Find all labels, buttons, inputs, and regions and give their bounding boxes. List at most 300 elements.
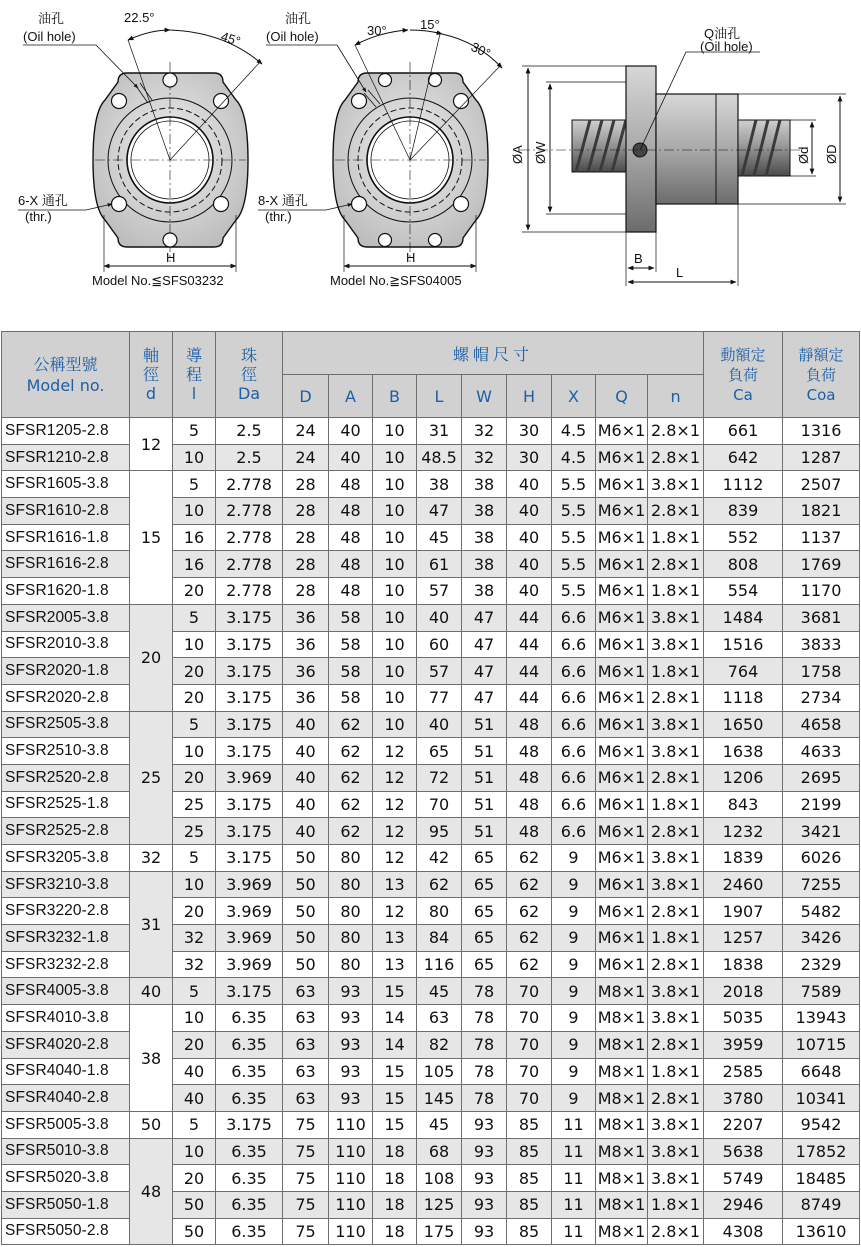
value-cell: M6×1 — [596, 498, 648, 525]
value-cell: 65 — [417, 738, 462, 765]
value-cell: 9 — [552, 1005, 596, 1032]
value-cell: 10 — [373, 684, 417, 711]
value-cell: 3.8×1 — [648, 604, 704, 631]
value-cell: 5.5 — [552, 524, 596, 551]
value-cell: 5 — [173, 978, 216, 1005]
value-cell: 15 — [373, 1111, 417, 1138]
model-cell: SFSR5005-3.8 — [2, 1111, 130, 1138]
shaft-diameter-cell: 25 — [130, 711, 173, 844]
drawing-svg — [0, 0, 861, 300]
value-cell: 3.8×1 — [648, 1165, 704, 1192]
header-model — [2, 332, 130, 418]
value-cell: 42 — [417, 845, 462, 872]
model-cell: SFSR2505-3.8 — [2, 711, 130, 738]
value-cell: 20 — [173, 1031, 216, 1058]
value-cell: 51 — [462, 764, 507, 791]
value-cell: 5 — [173, 711, 216, 738]
value-cell: 14 — [373, 1031, 417, 1058]
model-cell: SFSR5010-3.8 — [2, 1138, 130, 1165]
value-cell: 17852 — [783, 1138, 860, 1165]
model-cell: SFSR2525-2.8 — [2, 818, 130, 845]
value-cell: M8×1 — [596, 1005, 648, 1032]
table-row — [2, 1111, 860, 1138]
value-cell: 50 — [283, 871, 329, 898]
value-cell: M6×1 — [596, 791, 648, 818]
value-cell: 51 — [462, 711, 507, 738]
value-cell: 3.175 — [216, 604, 283, 631]
value-cell: 95 — [417, 818, 462, 845]
value-cell: 1.8×1 — [648, 1191, 704, 1218]
value-cell: 2.8×1 — [648, 1218, 704, 1245]
value-cell: 6.6 — [552, 818, 596, 845]
header-lead-1: 導 — [185, 346, 202, 365]
value-cell: 105 — [417, 1058, 462, 1085]
value-cell: 13610 — [783, 1218, 860, 1245]
shaft-diameter-cell: 38 — [130, 1005, 173, 1112]
table-row — [2, 978, 860, 1005]
value-cell: 6.35 — [216, 1218, 283, 1245]
value-cell: 9 — [552, 1085, 596, 1112]
header-shaft — [130, 332, 173, 418]
value-cell: 32 — [462, 418, 507, 445]
left-holes-en: (thr.) — [25, 209, 52, 224]
model-cell: SFSR1616-1.8 — [2, 524, 130, 551]
model-cell: SFSR4040-2.8 — [2, 1085, 130, 1112]
header-sta-3: Coa — [806, 385, 836, 404]
value-cell: 5 — [173, 845, 216, 872]
value-cell: 108 — [417, 1165, 462, 1192]
value-cell: 1118 — [704, 684, 783, 711]
value-cell: 10 — [373, 498, 417, 525]
value-cell: 1287 — [783, 444, 860, 471]
header-nut-group: 螺帽尺寸 — [283, 332, 704, 375]
value-cell: 5 — [173, 1111, 216, 1138]
value-cell: 44 — [507, 658, 552, 685]
model-cell: SFSR5020-3.8 — [2, 1165, 130, 1192]
value-cell: 48 — [507, 818, 552, 845]
spec-table-wrapper — [1, 331, 859, 1245]
header-ball-3: Da — [237, 384, 261, 403]
header-col-b: B — [373, 375, 417, 418]
model-cell: SFSR5050-1.8 — [2, 1191, 130, 1218]
value-cell: 3.175 — [216, 818, 283, 845]
value-cell: 40 — [417, 604, 462, 631]
side-dim-b: B — [634, 251, 643, 266]
value-cell: 9 — [552, 898, 596, 925]
value-cell: M8×1 — [596, 978, 648, 1005]
value-cell: 62 — [329, 791, 373, 818]
value-cell: 10 — [373, 471, 417, 498]
header-lead-3: l — [191, 384, 197, 403]
value-cell: 552 — [704, 524, 783, 551]
value-cell: 38 — [462, 471, 507, 498]
value-cell: 12 — [373, 791, 417, 818]
value-cell: M6×1 — [596, 684, 648, 711]
value-cell: 78 — [462, 978, 507, 1005]
value-cell: 6.6 — [552, 711, 596, 738]
value-cell: M6×1 — [596, 658, 648, 685]
value-cell: 661 — [704, 418, 783, 445]
shaft-diameter-cell: 12 — [130, 418, 173, 471]
value-cell: 45 — [417, 978, 462, 1005]
value-cell: 28 — [283, 551, 329, 578]
left-oil-hole-cn: 油孔 — [38, 11, 65, 26]
value-cell: 80 — [329, 871, 373, 898]
value-cell: M6×1 — [596, 711, 648, 738]
table-row — [2, 871, 860, 898]
value-cell: 3.8×1 — [648, 631, 704, 658]
value-cell: 80 — [329, 898, 373, 925]
value-cell: 48 — [329, 498, 373, 525]
value-cell: M6×1 — [596, 444, 648, 471]
value-cell: 62 — [329, 818, 373, 845]
value-cell: 3.8×1 — [648, 1138, 704, 1165]
value-cell: 145 — [417, 1085, 462, 1112]
value-cell: 12 — [373, 845, 417, 872]
header-shaft-3: d — [145, 384, 157, 403]
value-cell: 6.6 — [552, 764, 596, 791]
value-cell: M8×1 — [596, 1058, 648, 1085]
value-cell: 10 — [173, 1005, 216, 1032]
value-cell: 25 — [173, 791, 216, 818]
shaft-diameter-cell: 48 — [130, 1138, 173, 1245]
value-cell: 1.8×1 — [648, 1058, 704, 1085]
value-cell: 3.175 — [216, 1111, 283, 1138]
header-model-en: Model no. — [26, 375, 105, 395]
value-cell: 3.969 — [216, 871, 283, 898]
value-cell: 80 — [329, 951, 373, 978]
value-cell: 2.8×1 — [648, 444, 704, 471]
value-cell: M8×1 — [596, 1031, 648, 1058]
left-model-range: Model No.≦SFS03232 — [92, 273, 224, 288]
value-cell: 65 — [462, 845, 507, 872]
value-cell: 82 — [417, 1031, 462, 1058]
value-cell: 60 — [417, 631, 462, 658]
value-cell: 40 — [417, 711, 462, 738]
value-cell: 61 — [417, 551, 462, 578]
value-cell: 45 — [417, 1111, 462, 1138]
value-cell: M6×1 — [596, 524, 648, 551]
value-cell: 4308 — [704, 1218, 783, 1245]
value-cell: 70 — [507, 1005, 552, 1032]
value-cell: 50 — [283, 951, 329, 978]
value-cell: 10 — [373, 604, 417, 631]
side-dim-d-big: ØD — [824, 144, 839, 164]
value-cell: 175 — [417, 1218, 462, 1245]
value-cell: 78 — [462, 1085, 507, 1112]
value-cell: 38 — [462, 524, 507, 551]
value-cell: 1170 — [783, 578, 860, 605]
value-cell: 5 — [173, 418, 216, 445]
value-cell: 65 — [462, 925, 507, 952]
side-oil-en: (Oil hole) — [700, 39, 753, 54]
value-cell: 1838 — [704, 951, 783, 978]
value-cell: 50 — [173, 1218, 216, 1245]
value-cell: 3.175 — [216, 631, 283, 658]
header-sta-1: 靜額定 — [798, 345, 844, 364]
value-cell: 110 — [329, 1218, 373, 1245]
value-cell: 36 — [283, 684, 329, 711]
value-cell: 2507 — [783, 471, 860, 498]
value-cell: 6.35 — [216, 1005, 283, 1032]
value-cell: 40 — [329, 418, 373, 445]
model-cell: SFSR3220-2.8 — [2, 898, 130, 925]
header-ball-1: 珠 — [240, 346, 257, 365]
value-cell: M6×1 — [596, 845, 648, 872]
model-cell: SFSR1610-2.8 — [2, 498, 130, 525]
value-cell: 125 — [417, 1191, 462, 1218]
value-cell: 58 — [329, 604, 373, 631]
value-cell: 62 — [507, 951, 552, 978]
flange-view-8-hole — [258, 11, 502, 288]
value-cell: 6.35 — [216, 1085, 283, 1112]
value-cell: 12 — [373, 738, 417, 765]
value-cell: 5482 — [783, 898, 860, 925]
header-col-h: H — [507, 375, 552, 418]
value-cell: M6×1 — [596, 925, 648, 952]
value-cell: 77 — [417, 684, 462, 711]
value-cell: 1516 — [704, 631, 783, 658]
model-cell: SFSR2020-2.8 — [2, 684, 130, 711]
value-cell: 48 — [329, 551, 373, 578]
value-cell: 10 — [373, 444, 417, 471]
value-cell: 3.175 — [216, 978, 283, 1005]
value-cell: 6.6 — [552, 684, 596, 711]
flange-view-6-hole — [18, 10, 262, 288]
value-cell: 20 — [173, 764, 216, 791]
value-cell: 12 — [373, 818, 417, 845]
value-cell: 48 — [329, 524, 373, 551]
value-cell: 18 — [373, 1165, 417, 1192]
header-col-l: L — [417, 375, 462, 418]
value-cell: 2.778 — [216, 471, 283, 498]
model-cell: SFSR1620-1.8 — [2, 578, 130, 605]
value-cell: 31 — [417, 418, 462, 445]
value-cell: 63 — [283, 1005, 329, 1032]
header-dyn-1: 動額定 — [720, 345, 766, 364]
value-cell: M6×1 — [596, 604, 648, 631]
value-cell: 3780 — [704, 1085, 783, 1112]
value-cell: 2199 — [783, 791, 860, 818]
value-cell: 47 — [462, 631, 507, 658]
table-row — [2, 845, 860, 872]
value-cell: 2.8×1 — [648, 951, 704, 978]
header-lead-2: 程 — [185, 365, 202, 384]
model-cell: SFSR2525-1.8 — [2, 791, 130, 818]
value-cell: 63 — [283, 1031, 329, 1058]
value-cell: 5749 — [704, 1165, 783, 1192]
value-cell: 9 — [552, 978, 596, 1005]
value-cell: 40 — [283, 711, 329, 738]
value-cell: 75 — [283, 1111, 329, 1138]
left-oil-hole-en: (Oil hole) — [23, 29, 76, 44]
value-cell: 1316 — [783, 418, 860, 445]
model-cell: SFSR2020-1.8 — [2, 658, 130, 685]
value-cell: 36 — [283, 631, 329, 658]
value-cell: 20 — [173, 658, 216, 685]
value-cell: 80 — [417, 898, 462, 925]
value-cell: 85 — [507, 1111, 552, 1138]
value-cell: 80 — [329, 925, 373, 952]
value-cell: 70 — [507, 1085, 552, 1112]
value-cell: 20 — [173, 1165, 216, 1192]
value-cell: 75 — [283, 1165, 329, 1192]
value-cell: 28 — [283, 578, 329, 605]
value-cell: 110 — [329, 1111, 373, 1138]
value-cell: 30 — [507, 444, 552, 471]
value-cell: 50 — [283, 898, 329, 925]
value-cell: 20 — [173, 578, 216, 605]
value-cell: 48 — [329, 471, 373, 498]
value-cell: 6026 — [783, 845, 860, 872]
value-cell: 3.8×1 — [648, 845, 704, 872]
value-cell: 93 — [462, 1138, 507, 1165]
value-cell: 10 — [173, 738, 216, 765]
table-row — [2, 1138, 860, 1165]
value-cell: 1821 — [783, 498, 860, 525]
value-cell: 5.5 — [552, 498, 596, 525]
value-cell: 40 — [173, 1085, 216, 1112]
value-cell: 1.8×1 — [648, 658, 704, 685]
value-cell: 75 — [283, 1191, 329, 1218]
value-cell: 11 — [552, 1138, 596, 1165]
value-cell: 85 — [507, 1138, 552, 1165]
value-cell: 5 — [173, 471, 216, 498]
value-cell: 6.6 — [552, 631, 596, 658]
value-cell: M8×1 — [596, 1165, 648, 1192]
value-cell: 2.8×1 — [648, 764, 704, 791]
value-cell: 93 — [329, 1058, 373, 1085]
value-cell: 25 — [173, 818, 216, 845]
value-cell: 110 — [329, 1165, 373, 1192]
header-sta-2: 負荷 — [806, 365, 837, 384]
value-cell: 10 — [373, 524, 417, 551]
side-dim-l: L — [676, 265, 684, 280]
header-col-w: W — [462, 375, 507, 418]
model-cell: SFSR4010-3.8 — [2, 1005, 130, 1032]
value-cell: M6×1 — [596, 818, 648, 845]
value-cell: 10 — [373, 711, 417, 738]
value-cell: 40 — [507, 578, 552, 605]
value-cell: 2.778 — [216, 578, 283, 605]
value-cell: M6×1 — [596, 871, 648, 898]
value-cell: 3.8×1 — [648, 711, 704, 738]
table-row — [2, 1005, 860, 1032]
header-ball-2: 徑 — [240, 365, 257, 384]
value-cell: 70 — [507, 978, 552, 1005]
spec-table-body — [2, 418, 860, 1245]
value-cell: 58 — [329, 631, 373, 658]
value-cell: 1257 — [704, 925, 783, 952]
value-cell: 78 — [462, 1005, 507, 1032]
value-cell: 30 — [507, 418, 552, 445]
value-cell: 57 — [417, 578, 462, 605]
value-cell: 11 — [552, 1218, 596, 1245]
value-cell: 57 — [417, 658, 462, 685]
value-cell: 2.778 — [216, 551, 283, 578]
value-cell: 48 — [507, 738, 552, 765]
value-cell: 3.8×1 — [648, 1111, 704, 1138]
value-cell: 6.35 — [216, 1138, 283, 1165]
value-cell: 40 — [507, 471, 552, 498]
value-cell: 1758 — [783, 658, 860, 685]
value-cell: 40 — [283, 764, 329, 791]
value-cell: 13 — [373, 871, 417, 898]
value-cell: 3.969 — [216, 925, 283, 952]
left-angle-b: 45° — [219, 28, 243, 49]
value-cell: 9 — [552, 925, 596, 952]
value-cell: M6×1 — [596, 951, 648, 978]
shaft-diameter-cell: 31 — [130, 871, 173, 978]
value-cell: 62 — [329, 764, 373, 791]
value-cell: 839 — [704, 498, 783, 525]
value-cell: 85 — [507, 1218, 552, 1245]
value-cell: 63 — [417, 1005, 462, 1032]
value-cell: 36 — [283, 658, 329, 685]
spec-table — [1, 331, 860, 1245]
value-cell: 2.8×1 — [648, 898, 704, 925]
model-cell: SFSR1605-3.8 — [2, 471, 130, 498]
value-cell: 1137 — [783, 524, 860, 551]
middle-holes-en: (thr.) — [265, 209, 292, 224]
value-cell: 1.8×1 — [648, 524, 704, 551]
model-cell: SFSR2520-2.8 — [2, 764, 130, 791]
header-shaft-2: 徑 — [142, 365, 159, 384]
value-cell: 4658 — [783, 711, 860, 738]
value-cell: 40 — [507, 498, 552, 525]
value-cell: 18485 — [783, 1165, 860, 1192]
value-cell: 36 — [283, 604, 329, 631]
value-cell: 3.8×1 — [648, 738, 704, 765]
value-cell: 78 — [462, 1058, 507, 1085]
value-cell: M8×1 — [596, 1218, 648, 1245]
value-cell: 2.778 — [216, 524, 283, 551]
value-cell: 50 — [283, 925, 329, 952]
value-cell: 2.8×1 — [648, 1031, 704, 1058]
value-cell: 51 — [462, 818, 507, 845]
value-cell: 48.5 — [417, 444, 462, 471]
value-cell: 3.175 — [216, 711, 283, 738]
value-cell: 70 — [417, 791, 462, 818]
side-oil-cn: Q油孔 — [704, 26, 741, 41]
value-cell: 3681 — [783, 604, 860, 631]
value-cell: 2734 — [783, 684, 860, 711]
value-cell: 6.6 — [552, 791, 596, 818]
value-cell: 3.175 — [216, 658, 283, 685]
value-cell: 3.8×1 — [648, 1005, 704, 1032]
header-dynamic-load — [704, 332, 783, 418]
value-cell: 48 — [507, 764, 552, 791]
value-cell: 62 — [329, 738, 373, 765]
value-cell: 78 — [462, 1031, 507, 1058]
value-cell: 808 — [704, 551, 783, 578]
value-cell: 47 — [462, 658, 507, 685]
value-cell: 4633 — [783, 738, 860, 765]
model-cell: SFSR5050-2.8 — [2, 1218, 130, 1245]
value-cell: 85 — [507, 1191, 552, 1218]
value-cell: 110 — [329, 1191, 373, 1218]
model-cell: SFSR4040-1.8 — [2, 1058, 130, 1085]
value-cell: 62 — [507, 898, 552, 925]
value-cell: 1.8×1 — [648, 578, 704, 605]
left-holes-cn: 6-X 通孔 — [18, 193, 68, 208]
value-cell: M6×1 — [596, 764, 648, 791]
model-cell: SFSR2010-3.8 — [2, 631, 130, 658]
value-cell: 2.778 — [216, 498, 283, 525]
header-col-d: D — [283, 375, 329, 418]
value-cell: M6×1 — [596, 418, 648, 445]
value-cell: 6.35 — [216, 1058, 283, 1085]
